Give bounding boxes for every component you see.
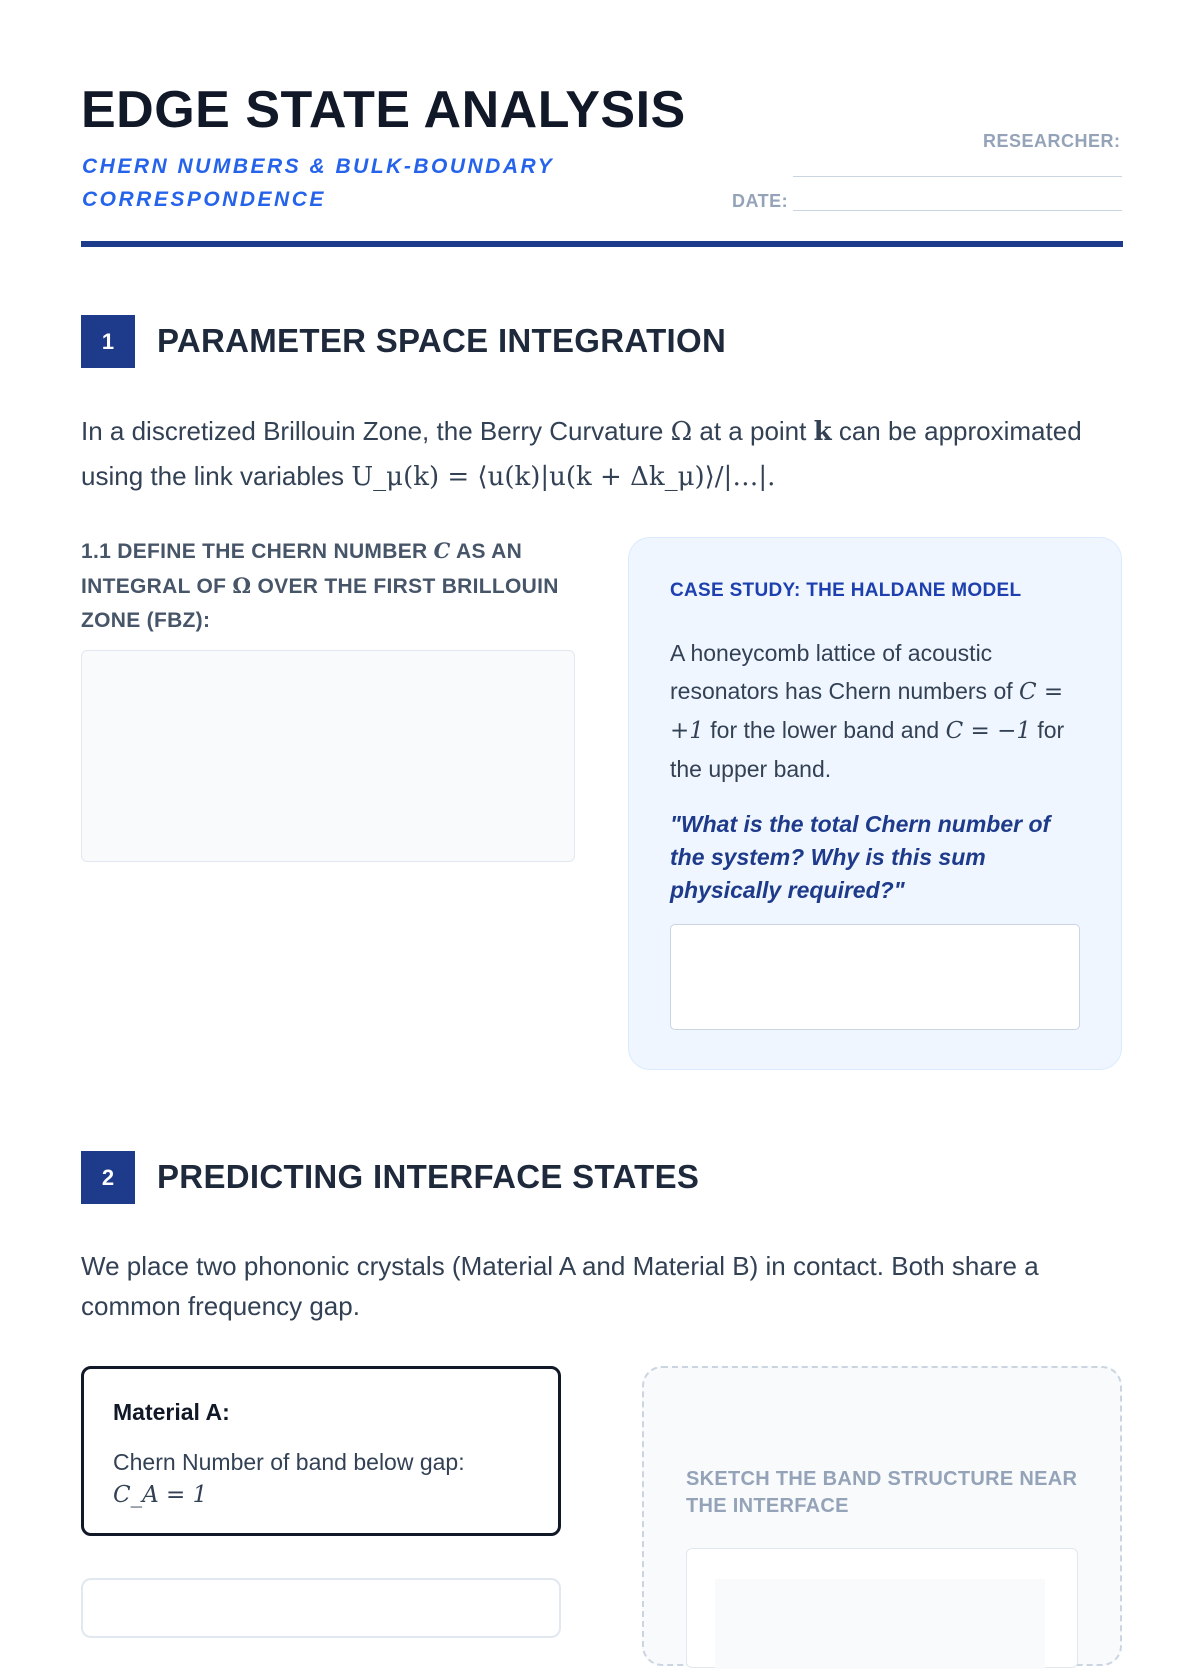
section-1-intro [81, 409, 1121, 499]
section-2-badge: 2 [81, 1151, 135, 1204]
section-2-title: PREDICTING INTERFACE STATES [157, 1158, 700, 1195]
material-a-desc: Chern Number of band below gap: [113, 1449, 465, 1475]
band-sketch-area [642, 1366, 1122, 1666]
material-a-title: Material A: [113, 1399, 230, 1425]
case-eq-lower: C = +1 [670, 679, 1064, 744]
sketch-label: SKETCH THE BAND STRUCTURE NEAR THE INTERFACE [686, 1468, 1078, 1517]
material-b-card [81, 1578, 561, 1638]
case-study-answer-input[interactable] [670, 924, 1080, 1030]
page-subtitle: CHERN NUMBERS & BULK-BOUNDARY CORRESPONDENCE [82, 155, 554, 211]
researcher-label: RESEARCHER: [983, 131, 1121, 151]
case-study-body [670, 634, 1090, 788]
page-title: EDGE STATE ANALYSIS [81, 81, 686, 139]
chern-symbol: C [433, 538, 451, 563]
question-1-1 [81, 534, 571, 638]
link-variable-formula: U_μ(k) = ⟨u(k)|u(k + Δk_μ)⟩/|…|. [351, 462, 776, 492]
q1-text-a: 1.1 DEFINE THE CHERN NUMBER [81, 540, 434, 563]
section-1-badge: 1 [81, 315, 135, 368]
case-study-card [628, 537, 1122, 1070]
case-body-c: for the upper band. [670, 717, 1065, 782]
section-1-title: PARAMETER SPACE INTEGRATION [157, 322, 727, 359]
intro-text-c: can be approximated using the link variables [81, 416, 1082, 491]
chern-definition-answer-box[interactable] [81, 650, 575, 862]
omega-symbol: Ω [670, 417, 693, 447]
sketch-canvas[interactable] [686, 1548, 1078, 1668]
material-a-card [81, 1366, 561, 1536]
researcher-field[interactable] [793, 176, 1122, 177]
case-body-b: for the lower band and [703, 717, 946, 743]
case-body-a: A honeycomb lattice of acoustic resonators has Chern numbers of [670, 640, 1020, 704]
q1-text-d: OVER THE FIRST BRILLOUIN ZONE (FBZ): [81, 575, 559, 632]
k-symbol: k [813, 417, 832, 447]
intro-text-a: In a discretized Brillouin Zone, the Berry Curvature [81, 416, 671, 446]
header-divider [81, 241, 1123, 247]
date-field[interactable] [793, 210, 1122, 211]
date-label: DATE: [732, 191, 789, 211]
intro-text-b: at a point [692, 416, 814, 446]
q1-text-b: AS AN INTEGRAL OF [81, 540, 523, 598]
material-a-body [113, 1446, 465, 1512]
material-a-value: C_A = 1 [113, 1482, 208, 1508]
case-study-question: "What is the total Chern number of the system? Why is this sum physically required?" [670, 811, 1051, 903]
section-2-intro: We place two phononic crystals (Material A and Material B) in contact. Both share a common frequency gap. [81, 1251, 1039, 1321]
case-eq-upper: C = −1 [945, 718, 1031, 744]
q1-omega-symbol: Ω [232, 573, 252, 598]
case-study-title: CASE STUDY: THE HALDANE MODEL [670, 580, 1022, 601]
sketch-canvas-inner [715, 1579, 1045, 1669]
